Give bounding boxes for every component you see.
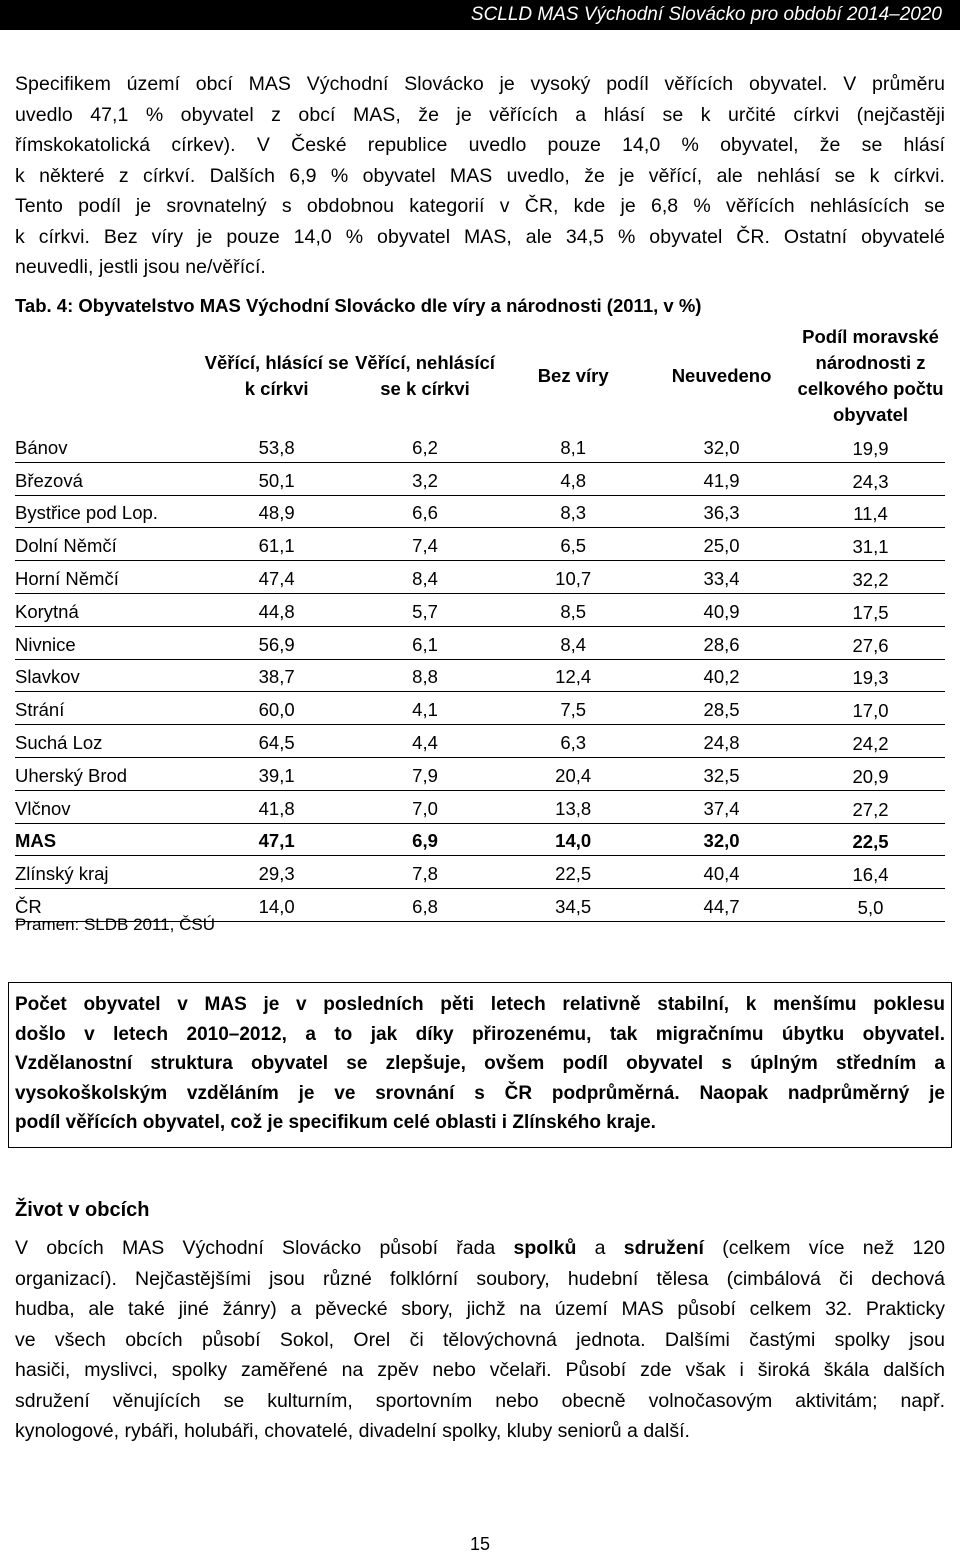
summary-line: podíl věřících obyvatel, což je specifikum celé oblasti i Zlínského kraje. bbox=[15, 1112, 656, 1133]
table-cell: 6,9 bbox=[351, 823, 500, 856]
table-cell: 44,7 bbox=[647, 889, 796, 922]
table-cell: 33,4 bbox=[647, 561, 796, 594]
row-label: Březová bbox=[15, 462, 203, 495]
table-cell: 50,1 bbox=[203, 462, 351, 495]
table-cell: 7,8 bbox=[351, 856, 500, 889]
section-line: hudba, ale také jiné žánry) a pěvecké sbory, jichž na území MAS působí celkem 32. Prakticky bbox=[15, 1298, 945, 1320]
table-cell: 4,1 bbox=[351, 692, 500, 725]
table-caption: Tab. 4: Obyvatelstvo MAS Východní Slovácko dle víry a národnosti (2011, v %) bbox=[15, 295, 702, 316]
intro-paragraph bbox=[15, 69, 945, 283]
table-cell: 47,4 bbox=[203, 561, 351, 594]
table-cell: 48,9 bbox=[203, 495, 351, 528]
table-row bbox=[15, 725, 945, 758]
table-cell: 41,8 bbox=[203, 790, 351, 823]
table-cell: 20,9 bbox=[796, 757, 945, 790]
table-cell: 7,9 bbox=[351, 757, 500, 790]
table-cell: 6,5 bbox=[499, 528, 647, 561]
intro-line: Tento podíl je srovnatelný s obdobnou kategorií v ČR, kde je 6,8 % věřících nehlásících se bbox=[15, 195, 945, 217]
table-cell: 6,2 bbox=[351, 430, 500, 462]
row-label: Zlínský kraj bbox=[15, 856, 203, 889]
table-cell: 11,4 bbox=[796, 495, 945, 528]
table-cell: 27,2 bbox=[796, 790, 945, 823]
table-cell: 5,7 bbox=[351, 593, 500, 626]
row-label: Strání bbox=[15, 692, 203, 725]
intro-line: Specifikem území obcí MAS Východní Slovácko je vysoký podíl věřících obyvatel. V průměru bbox=[15, 73, 945, 95]
header-not-stated: Neuvedeno bbox=[671, 365, 772, 386]
page-header bbox=[0, 0, 960, 30]
table-cell: 53,8 bbox=[203, 430, 351, 462]
table-cell: 32,0 bbox=[647, 823, 796, 856]
table-row bbox=[15, 528, 945, 561]
table-cell: 32,5 bbox=[647, 757, 796, 790]
table-row bbox=[15, 462, 945, 495]
table-cell: 20,4 bbox=[499, 757, 647, 790]
summary-line: Vzdělanostní struktura obyvatel se zlepšuje, ovšem podíl obyvatel s úplným středním a bbox=[15, 1053, 945, 1074]
row-label: ČR bbox=[15, 889, 203, 922]
table-cell: 28,5 bbox=[647, 692, 796, 725]
summary-line: vysokoškolským vzděláním je ve srovnání s ČR podprůměrná. Naopak nadprůměrný je bbox=[15, 1082, 945, 1104]
table-cell: 8,4 bbox=[351, 561, 500, 594]
row-label: Bystřice pod Lop. bbox=[15, 495, 203, 528]
table-cell: 47,1 bbox=[203, 823, 351, 856]
intro-line: k některé z církví. Dalších 6,9 % obyvatel MAS uvedlo, že je věřící, ale nehlásí se k církvi. bbox=[15, 164, 945, 187]
table-cell: 6,6 bbox=[351, 495, 500, 528]
table-cell: 10,7 bbox=[499, 561, 647, 594]
table-cell: 61,1 bbox=[203, 528, 351, 561]
intro-line: k církvi. Bez víry je pouze 14,0 % obyvatel MAS, ale 34,5 % obyvatel ČR. Ostatní obyvatelé bbox=[15, 225, 945, 248]
section-line: organizací). Nejčastějšími jsou různé folklórní soubory, hudební tělesa (cimbálová či dechová bbox=[15, 1267, 945, 1290]
table-cell: 4,8 bbox=[499, 462, 647, 495]
table-cell: 32,0 bbox=[647, 430, 796, 462]
table-cell: 25,0 bbox=[647, 528, 796, 561]
row-label: MAS bbox=[15, 823, 203, 856]
row-label: Dolní Němčí bbox=[15, 528, 203, 561]
table-cell: 7,4 bbox=[351, 528, 500, 561]
table-cell: 34,5 bbox=[499, 889, 647, 922]
table-cell: 4,4 bbox=[351, 725, 500, 758]
table-cell: 31,1 bbox=[796, 528, 945, 561]
table-cell: 64,5 bbox=[203, 725, 351, 758]
table-cell: 6,1 bbox=[351, 626, 500, 659]
table-row bbox=[15, 757, 945, 790]
summary-line: došlo v letech 2010–2012, a to jak díky přirozenému, tak migračnímu úbytku obyvatel. bbox=[15, 1023, 945, 1045]
section-line bbox=[15, 1233, 945, 1264]
summary-text bbox=[15, 990, 945, 1138]
table-cell: 38,7 bbox=[203, 659, 351, 692]
table-cell: 12,4 bbox=[499, 659, 647, 692]
table-cell: 40,4 bbox=[647, 856, 796, 889]
table-row bbox=[15, 790, 945, 823]
table-source: Pramen: SLDB 2011, ČSÚ bbox=[15, 915, 215, 934]
table-row bbox=[15, 692, 945, 725]
religion-table bbox=[15, 322, 945, 922]
table-cell: 17,5 bbox=[796, 593, 945, 626]
table-cell: 32,2 bbox=[796, 561, 945, 594]
table-cell: 27,6 bbox=[796, 626, 945, 659]
intro-line: uvedlo 47,1 % obyvatel z obcí MAS, že je věřících a hlásí se k určité církvi (nejčastěji bbox=[15, 103, 945, 126]
table-cell: 13,8 bbox=[499, 790, 647, 823]
row-label: Slavkov bbox=[15, 659, 203, 692]
row-label: Horní Němčí bbox=[15, 561, 203, 594]
table-cell: 7,0 bbox=[351, 790, 500, 823]
table-cell: 3,2 bbox=[351, 462, 500, 495]
table-cell: 37,4 bbox=[647, 790, 796, 823]
table-cell: 8,4 bbox=[499, 626, 647, 659]
table-row bbox=[15, 659, 945, 692]
section-bold-text: spolků bbox=[513, 1237, 577, 1259]
section-text: a bbox=[576, 1237, 624, 1259]
section-line: sdružení věnujících se kulturním, sportovním nebo obecně volnočasovým aktivitám; např. bbox=[15, 1389, 945, 1412]
table-cell: 14,0 bbox=[203, 889, 351, 922]
page-number: 15 bbox=[469, 1534, 491, 1554]
table-body bbox=[15, 430, 945, 921]
table-cell: 8,3 bbox=[499, 495, 647, 528]
section-line: hasiči, myslivci, spolky zaměřené na zpěv nebo včelaři. Působí zde však i široká škála dalších bbox=[15, 1359, 945, 1381]
table-cell: 5,0 bbox=[796, 889, 945, 922]
table-cell: 36,3 bbox=[647, 495, 796, 528]
table-cell: 39,1 bbox=[203, 757, 351, 790]
table-cell: 24,2 bbox=[796, 725, 945, 758]
table-row bbox=[15, 823, 945, 856]
section-text: (celkem více než 120 bbox=[703, 1237, 945, 1259]
table-cell: 29,3 bbox=[203, 856, 351, 889]
table-cell: 44,8 bbox=[203, 593, 351, 626]
table-cell: 14,0 bbox=[499, 823, 647, 856]
table-cell: 17,0 bbox=[796, 692, 945, 725]
table-cell: 16,4 bbox=[796, 856, 945, 889]
table-cell: 56,9 bbox=[203, 626, 351, 659]
table-cell: 7,5 bbox=[499, 692, 647, 725]
section-line: kynologové, rybáři, holubáři, chovatelé, divadelní spolky, kluby seniorů a další. bbox=[15, 1420, 690, 1442]
row-label: Korytná bbox=[15, 593, 203, 626]
header-no-faith: Bez víry bbox=[537, 365, 609, 386]
section-bold-text: sdružení bbox=[623, 1237, 704, 1259]
summary-line: Počet obyvatel v MAS je v posledních pěti letech relativně stabilní, k menšímu poklesu bbox=[15, 994, 945, 1015]
table-cell: 8,5 bbox=[499, 593, 647, 626]
row-label: Nivnice bbox=[15, 626, 203, 659]
table-row bbox=[15, 495, 945, 528]
section-heading: Život v obcích bbox=[15, 1199, 150, 1221]
table-cell: 6,8 bbox=[351, 889, 500, 922]
table-row bbox=[15, 593, 945, 626]
document-title: SCLLD MAS Východní Slovácko pro období 2014–2020 bbox=[470, 4, 942, 25]
table-cell: 8,8 bbox=[351, 659, 500, 692]
table-cell: 6,3 bbox=[499, 725, 647, 758]
row-label: Bánov bbox=[15, 430, 203, 462]
table-cell: 19,3 bbox=[796, 659, 945, 692]
table-cell: 28,6 bbox=[647, 626, 796, 659]
header-municipality bbox=[15, 322, 203, 430]
header-moravian-share: Podíl moravské národnosti z celkového počtu obyvatel bbox=[797, 326, 944, 425]
intro-line: římskokatolická církev). V České republice uvedlo pouze 14,0 % obyvatel, že se hlásí bbox=[15, 134, 945, 156]
intro-line: neuvedli, jestli jsou ne/věřící. bbox=[15, 256, 266, 278]
table-row bbox=[15, 430, 945, 462]
table-cell: 8,1 bbox=[499, 430, 647, 462]
table-cell: 19,9 bbox=[796, 430, 945, 462]
row-label: Suchá Loz bbox=[15, 725, 203, 758]
row-label: Vlčnov bbox=[15, 790, 203, 823]
table-row bbox=[15, 561, 945, 594]
table-cell: 24,8 bbox=[647, 725, 796, 758]
table-row bbox=[15, 626, 945, 659]
table-cell: 24,3 bbox=[796, 462, 945, 495]
table-cell: 40,2 bbox=[647, 659, 796, 692]
table-cell: 40,9 bbox=[647, 593, 796, 626]
table-header-row bbox=[15, 322, 945, 430]
header-believers-no-church: Věřící, nehlásící se k církvi bbox=[355, 352, 495, 399]
table-cell: 41,9 bbox=[647, 462, 796, 495]
table-cell: 22,5 bbox=[796, 823, 945, 856]
table-cell: 22,5 bbox=[499, 856, 647, 889]
table-cell: 60,0 bbox=[203, 692, 351, 725]
section-paragraph bbox=[15, 1233, 945, 1447]
header-believers-church: Věřící, hlásící se k církvi bbox=[204, 352, 349, 399]
table-row bbox=[15, 856, 945, 889]
row-label: Uherský Brod bbox=[15, 757, 203, 790]
section-text: V obcích MAS Východní Slovácko působí řada bbox=[15, 1237, 514, 1259]
section-line: ve všech obcích působí Sokol, Orel či tělovýchovná jednota. Dalšími častými spolky jsou bbox=[15, 1328, 945, 1351]
